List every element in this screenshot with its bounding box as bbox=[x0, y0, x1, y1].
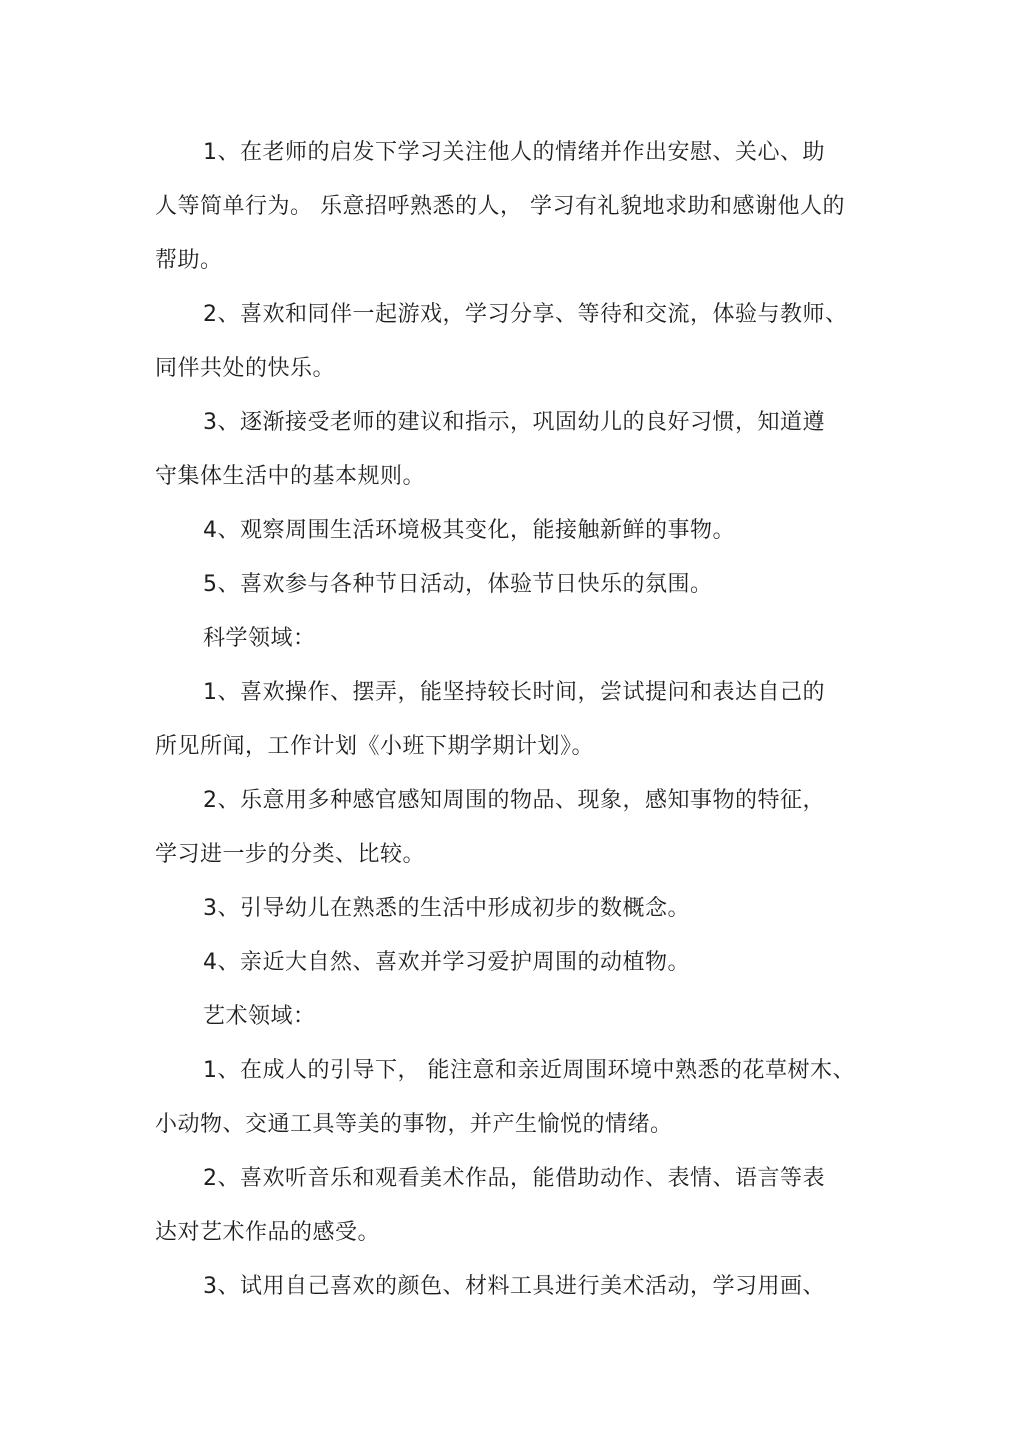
paragraph-science-2-line-1: 2、乐意用多种感官感知周围的物品、现象，感知事物的特征， bbox=[203, 788, 825, 813]
paragraph-social-3-line-1: 3、逐渐接受老师的建议和指示，巩固幼儿的良好习惯，知道遵 bbox=[203, 410, 825, 435]
paragraph-art-3-line-1: 3、试用自己喜欢的颜色、材料工具进行美术活动，学习用画、 bbox=[203, 1274, 825, 1299]
paragraph-science-3: 3、引导幼儿在熟悉的生活中形成初步的数概念。 bbox=[203, 896, 690, 921]
paragraph-social-5: 5、喜欢参与各种节日活动，体验节日快乐的氛围。 bbox=[203, 572, 713, 597]
paragraph-social-4: 4、观察周围生活环境极其变化，能接触新鲜的事物。 bbox=[203, 518, 735, 543]
paragraph-science-4: 4、亲近大自然、喜欢并学习爱护周围的动植物。 bbox=[203, 950, 690, 975]
paragraph-art-2-line-2: 达对艺术作品的感受。 bbox=[155, 1220, 381, 1245]
paragraph-science-1-line-2: 所见所闻，工作计划《小班下期学期计划》。 bbox=[155, 734, 595, 759]
heading-art: 艺术领域： bbox=[203, 1004, 316, 1029]
paragraph-art-1-line-2: 小动物、交通工具等美的事物，并产生愉悦的情绪。 bbox=[155, 1112, 673, 1137]
paragraph-social-3-line-2: 守集体生活中的基本规则。 bbox=[155, 464, 426, 489]
paragraph-science-1-line-1: 1、喜欢操作、摆弄，能坚持较长时间，尝试提问和表达自己的 bbox=[203, 680, 825, 705]
paragraph-social-1-line-3: 帮助。 bbox=[155, 248, 223, 273]
paragraph-art-1-line-1: 1、在成人的引导下， 能注意和亲近周围环境中熟悉的花草树木、 bbox=[203, 1058, 855, 1083]
paragraph-social-2-line-2: 同伴共处的快乐。 bbox=[155, 356, 336, 381]
paragraph-social-1-line-1: 1、在老师的启发下学习关注他人的情绪并作出安慰、关心、助 bbox=[203, 140, 825, 165]
paragraph-social-2-line-1: 2、喜欢和同伴一起游戏，学习分享、等待和交流，体验与教师、 bbox=[203, 302, 848, 327]
paragraph-social-1-line-2: 人等简单行为。 乐意招呼熟悉的人， 学习有礼貌地求助和感谢他人的 bbox=[155, 194, 845, 219]
paragraph-art-2-line-1: 2、喜欢听音乐和观看美术作品，能借助动作、表情、语言等表 bbox=[203, 1166, 825, 1191]
heading-science: 科学领域： bbox=[203, 626, 316, 651]
paragraph-science-2-line-2: 学习进一步的分类、比较。 bbox=[155, 842, 426, 867]
